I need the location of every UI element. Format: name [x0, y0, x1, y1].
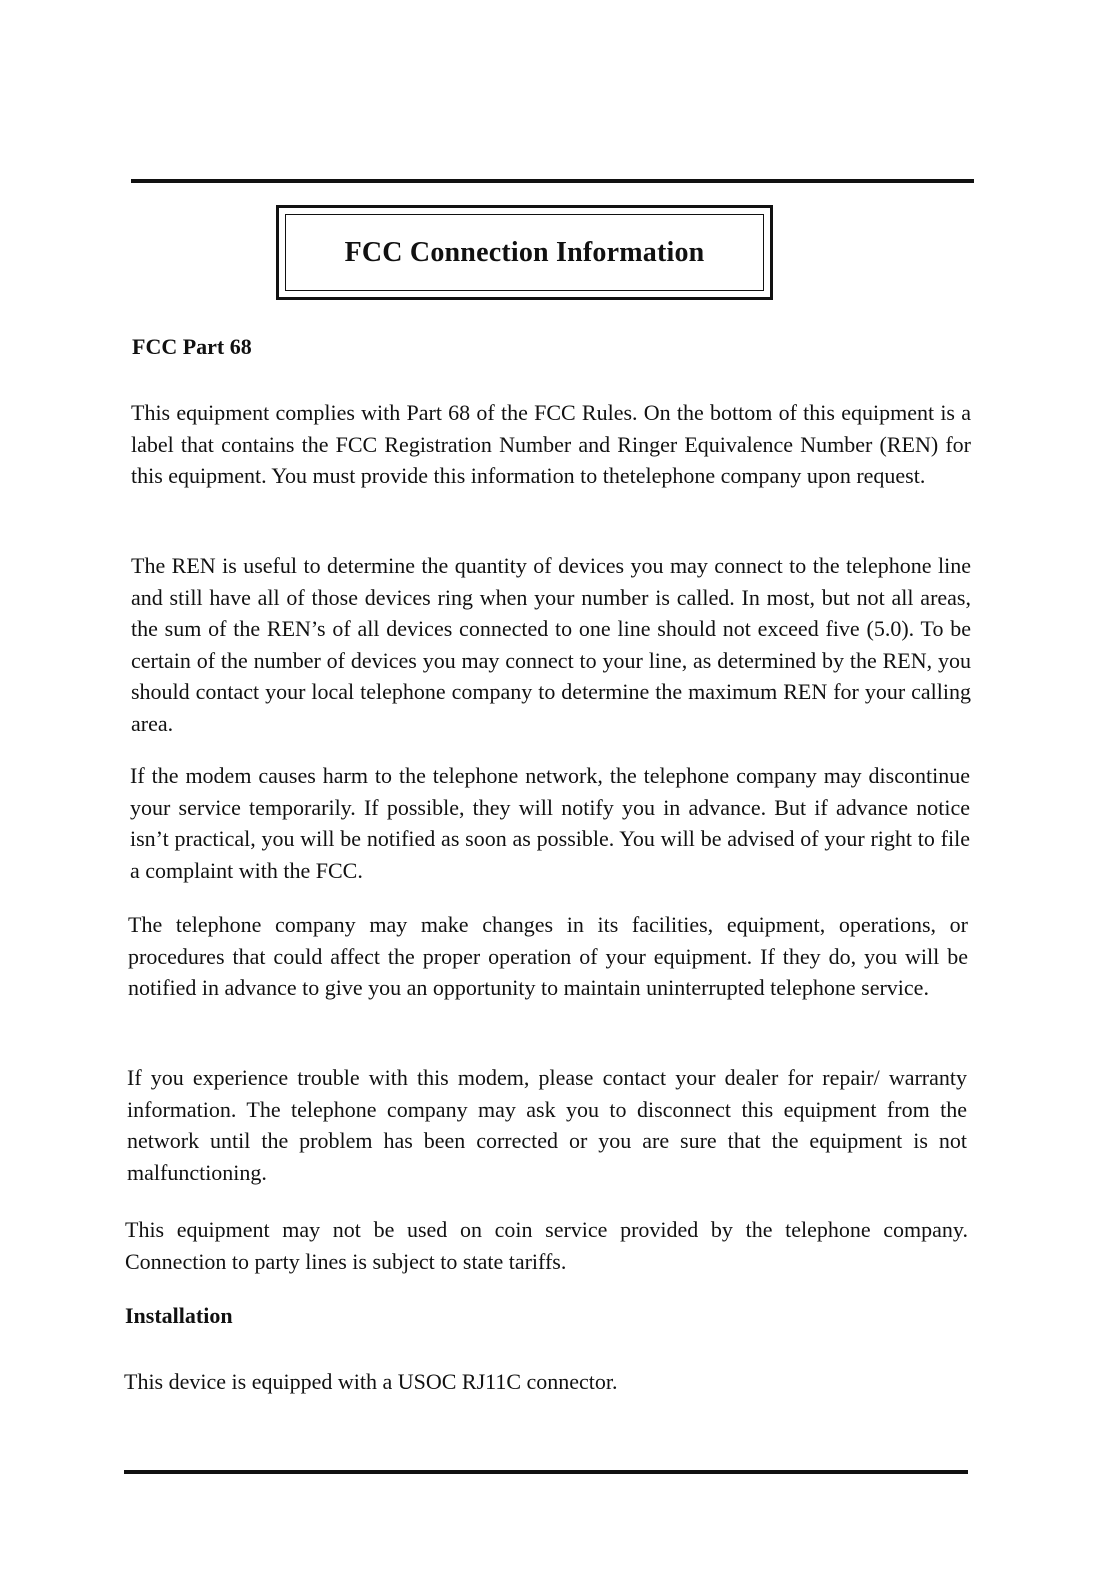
- paragraph-coin-service: This equipment may not be used on coin service provided by the telephone company. Connection to party lines is subject to state tariffs.: [125, 1217, 968, 1274]
- paragraph-trouble: If you experience trouble with this modem, please contact your dealer for repair/ warranty information. The telephone company may ask you to disconnect this equipment from the network until the problem has been corrected or you are sure that the equipment is not malfunctioning.: [127, 1065, 967, 1185]
- bottom-rule: [124, 1470, 968, 1474]
- top-rule: [131, 179, 974, 183]
- section-heading-fcc-part-68: FCC Part 68: [132, 334, 252, 359]
- paragraph-company-changes: The telephone company may make changes in its facilities, equipment, operations, or procedures that could affect the proper operation of your equipment. If they do, you will be notified in advance to give you an opportunity to maintain uninterrupted telephone service.: [128, 912, 968, 1000]
- paragraph-network-harm: If the modem causes harm to the telephone network, the telephone company may discontinue your service temporarily. If possible, they will notify you in advance. But if advance notice isn’t practical, you will be notified as soon as possible. You will be advised of your right to file a complaint with the FCC.: [130, 763, 970, 883]
- page-title: FCC Connection Information: [344, 237, 705, 268]
- title-box: [276, 205, 773, 300]
- paragraph-compliance: This equipment complies with Part 68 of the FCC Rules. On the bottom of this equipment is a label that contains the FCC Registration Number and Ringer Equivalence Number (REN) for this equipment. You must provide this information to thetelephone company upon request.: [131, 400, 971, 488]
- paragraph-installation: This device is equipped with a USOC RJ11C connector.: [124, 1369, 618, 1394]
- title-box-inner: [285, 214, 764, 291]
- paragraph-ren: The REN is useful to determine the quantity of devices you may connect to the telephone line and still have all of those devices ring when your number is called. In most, but not all areas, the sum of the REN’s of all devices connected to one line should not exceed five (5.0). To be certain of the number of devices you may connect to your line, as determined by the REN, you should contact your local telephone company to determine the maximum REN for your calling area.: [131, 553, 971, 736]
- section-heading-installation: Installation: [125, 1303, 233, 1328]
